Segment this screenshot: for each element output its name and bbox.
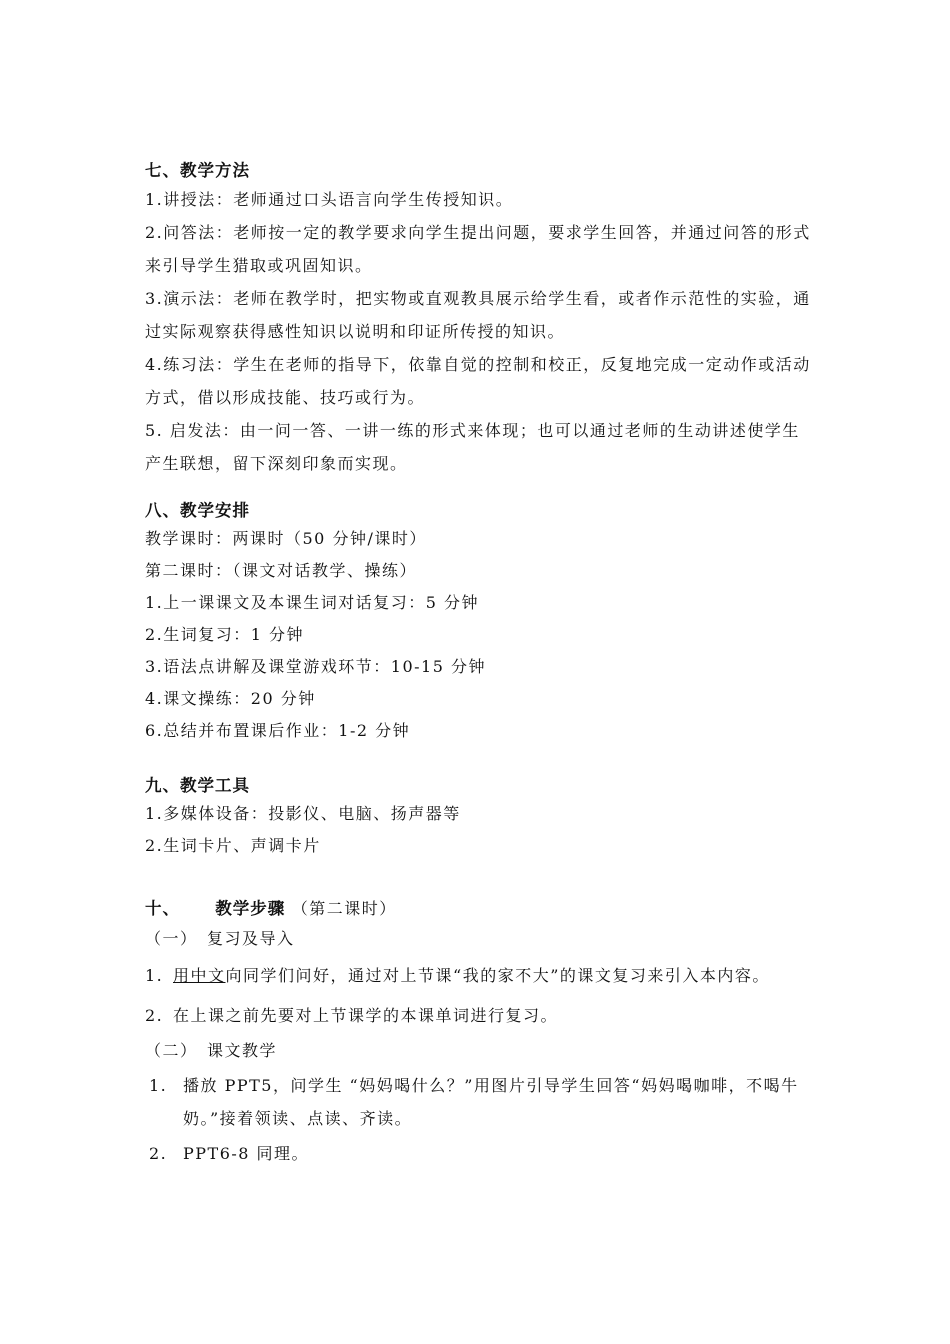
heading-suffix: （第二课时） [291, 899, 397, 918]
heading-title: 教学步骤 [215, 899, 286, 918]
step-item [145, 1069, 815, 1135]
step-number: 2. [145, 1006, 164, 1025]
section-heading: 九、教学工具 [145, 776, 250, 795]
arrangement-line: 教学课时：两课时（50 分钟/课时） [145, 529, 427, 548]
arrangement-line: 第二课时：（课文对话教学、操练） [145, 561, 418, 580]
arrangement-line: 2.生词复习：1 分钟 [145, 625, 305, 644]
arrangement-line: 1.上一课课文及本课生词对话复习：5 分钟 [145, 593, 480, 612]
method-item: 3.演示法：老师在教学时，把实物或直观教具展示给学生看，或者作示范性的实验，通过实际观察获得感性知识以说明和印证所传授的知识。 [145, 289, 811, 341]
step-text: PPT6-8 同理。 [183, 1144, 310, 1163]
heading-prefix: 十、 [145, 899, 180, 918]
step-text: 在上课之前先要对上节课学的本课单词进行复习。 [173, 1006, 559, 1025]
method-item: 2.问答法：老师按一定的教学要求向学生提出问题，要求学生回答，并通过问答的形式来引导学生猎取或巩固知识。 [145, 223, 811, 275]
section-heading [145, 896, 815, 921]
section-heading: 八、教学安排 [145, 501, 250, 520]
step-text: 播放 PPT5，问学生 “妈妈喝什么？”用图片引导学生回答“妈妈喝咖啡，不喝牛奶。”接着领读、点读、齐读。 [183, 1076, 799, 1128]
step-item [145, 999, 815, 1032]
step-text: 向同学们问好，通过对上节课“我的家不大”的课文复习来引入本内容。 [225, 966, 770, 985]
arrangement-line: 6.总结并布置课后作业：1-2 分钟 [145, 721, 411, 740]
tool-line: 1.多媒体设备：投影仪、电脑、扬声器等 [145, 804, 461, 823]
underlined-text: 用中文 [173, 966, 226, 985]
arrangement-line: 4.课文操练：20 分钟 [145, 689, 316, 708]
section-heading: 七、教学方法 [145, 161, 250, 180]
tool-line: 2.生词卡片、声调卡片 [145, 836, 321, 855]
subheading-review: （一） 复习及导入 [145, 929, 295, 948]
section-teaching-arrangement [145, 498, 815, 747]
step-item [145, 959, 815, 992]
step-number: 2. [149, 1144, 168, 1163]
step-number: 1. [145, 966, 164, 985]
arrangement-line: 3.语法点讲解及课堂游戏环节：10-15 分钟 [145, 657, 486, 676]
step-item [145, 1137, 815, 1170]
method-item: 5. 启发法：由一问一答、一讲一练的形式来体现；也可以通过老师的生动讲述使学生产生联想，留下深刻印象而实现。 [145, 421, 800, 473]
method-item: 1.讲授法：老师通过口头语言向学生传授知识。 [145, 190, 514, 209]
method-item: 4.练习法：学生在老师的指导下，依靠自觉的控制和校正，反复地完成一定动作或活动方式，借以形成技能、技巧或行为。 [145, 355, 811, 407]
section-teaching-tools [145, 773, 815, 862]
section-teaching-steps [145, 896, 815, 1170]
step-number: 1. [149, 1076, 168, 1095]
subheading-text-teaching: （二） 课文教学 [145, 1041, 278, 1060]
section-teaching-methods [145, 158, 815, 480]
